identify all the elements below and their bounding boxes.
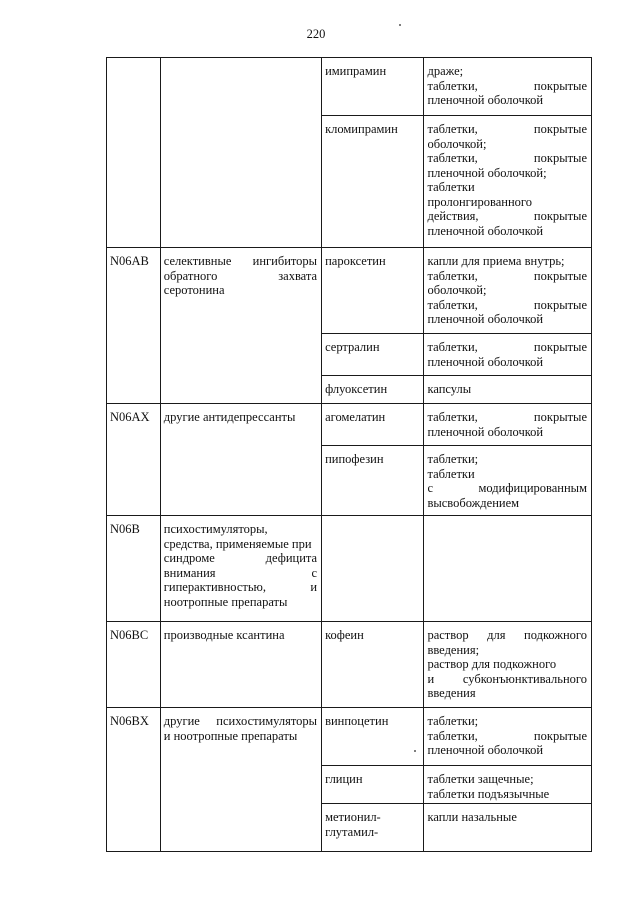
pharmacological-group-cell: [160, 404, 321, 516]
cell-line: таблетки, покрытые: [427, 410, 587, 424]
cell-line: психостимуляторы,: [163, 522, 268, 536]
cell-line: пленочной оболочкой;: [427, 165, 547, 180]
cell-line: пленочной оболочкой: [427, 424, 544, 439]
drug-name-cell: [322, 708, 424, 766]
drug-name-cell: [322, 804, 424, 852]
dosage-form-cell: [424, 334, 592, 376]
cell-line: таблетки;: [427, 714, 479, 728]
drug-classification-table: [106, 57, 592, 852]
cell-line: капли для приема внутрь;: [427, 254, 565, 268]
atc-code-cell: [107, 58, 161, 248]
cell-line: пленочной оболочкой: [427, 93, 544, 107]
cell-line: внимания с: [163, 565, 318, 580]
cell-line: оболочкой;: [427, 136, 487, 151]
cell-line: раствор для подкожного: [427, 657, 557, 671]
dosage-form-cell: [424, 708, 592, 766]
pharmacological-group-cell: [160, 248, 321, 404]
cell-line: таблетки, покрытые: [427, 297, 587, 312]
drug-name-cell: [322, 516, 424, 622]
cell-line: имипрамин: [325, 64, 387, 78]
cell-line: таблетки защечные;: [427, 772, 534, 786]
cell-line: пленочной оболочкой: [427, 223, 544, 238]
cell-line: кофеин: [325, 628, 364, 642]
cell-line: ноотропные препараты: [163, 594, 288, 609]
cell-line: агомелатин: [325, 410, 386, 424]
cell-line: средства, применяемые при: [163, 536, 312, 551]
cell-line: серотонина: [163, 283, 225, 297]
cell-line: кломипрамин: [325, 122, 398, 136]
dosage-form-cell: [424, 446, 592, 516]
drug-name-cell: [322, 376, 424, 404]
table-row: [107, 622, 592, 708]
cell-line: раствор для подкожного: [427, 628, 587, 642]
drug-name-cell: [322, 116, 424, 248]
cell-line: пленочной оболочкой: [427, 743, 544, 757]
cell-line: таблетки, покрытые: [427, 78, 587, 93]
cell-line: капсулы: [427, 382, 472, 396]
cell-line: другие антидепрессанты: [163, 410, 296, 424]
drug-name-cell: [322, 622, 424, 708]
cell-line: действия, покрытые: [427, 209, 587, 223]
dosage-form-cell: [424, 376, 592, 404]
cell-line: пипофезин: [325, 452, 384, 466]
cell-line: таблетки, покрытые: [427, 122, 587, 136]
drug-name-cell: [322, 334, 424, 376]
page-number: 220: [306, 27, 326, 41]
dosage-form-cell: [424, 116, 592, 248]
cell-line: пленочной оболочкой: [427, 354, 544, 369]
cell-line: гиперактивностью, и: [163, 580, 318, 594]
cell-line: синдроме дефицита: [163, 551, 318, 565]
dosage-form-cell: [424, 516, 592, 622]
table-row: [107, 404, 592, 446]
cell-line: высвобождением: [427, 495, 520, 510]
atc-code-cell: N06BX: [107, 708, 161, 852]
drug-name-cell: [322, 404, 424, 446]
cell-line: пленочной оболочкой: [427, 312, 544, 326]
cell-line: драже;: [427, 64, 464, 78]
pharmacological-group-cell: [160, 622, 321, 708]
dosage-form-cell: [424, 766, 592, 804]
cell-line: таблетки подъязычные: [427, 786, 550, 801]
cell-line: введения: [427, 686, 476, 700]
table-row: [107, 516, 592, 622]
atc-code-cell: N06AB: [107, 248, 161, 404]
cell-line: таблетки: [427, 180, 475, 194]
cell-line: таблетки, покрытые: [427, 340, 587, 354]
table-row: [107, 708, 592, 766]
cell-line: глицин: [325, 772, 363, 786]
cell-line: введения;: [427, 642, 480, 657]
pharmacological-group-cell: [160, 58, 321, 248]
dosage-form-cell: [424, 248, 592, 334]
pharmacological-group-cell: [160, 708, 321, 852]
table-body: [107, 58, 592, 852]
pharmacological-group-cell: [160, 516, 321, 622]
cell-line: другие психостимуляторы: [163, 714, 318, 728]
atc-code-cell: N06AX: [107, 404, 161, 516]
cell-line: с модифицированным: [427, 481, 587, 495]
cell-line: таблетки, покрытые: [427, 151, 587, 165]
table-row: [107, 248, 592, 334]
drug-name-cell: [322, 58, 424, 116]
dosage-form-cell: [424, 804, 592, 852]
dosage-form-cell: [424, 404, 592, 446]
cell-line: производные ксантина: [163, 628, 285, 642]
atc-code-cell: N06B: [107, 516, 161, 622]
dosage-form-cell: [424, 58, 592, 116]
cell-line: метионил-: [325, 810, 381, 824]
cell-line: и субконъюнктивального: [427, 671, 587, 686]
cell-line: капли назальные: [427, 810, 517, 824]
cell-line: пароксетин: [325, 254, 386, 268]
cell-line: таблетки: [427, 466, 475, 481]
cell-line: таблетки, покрытые: [427, 728, 587, 743]
cell-line: оболочкой;: [427, 283, 487, 297]
atc-code-cell: N06BC: [107, 622, 161, 708]
scan-speck: [399, 24, 401, 26]
cell-line: винпоцетин: [325, 714, 389, 728]
drug-name-cell: [322, 766, 424, 804]
table-row: [107, 58, 592, 116]
cell-line: обратного захвата: [163, 268, 318, 283]
cell-line: селективные ингибиторы: [163, 254, 318, 268]
cell-line: флуоксетин: [325, 382, 388, 396]
cell-line: и ноотропные препараты: [163, 728, 298, 743]
cell-line: таблетки;: [427, 452, 479, 466]
drug-name-cell: [322, 446, 424, 516]
cell-line: глутамил-: [325, 824, 379, 839]
dosage-form-cell: [424, 622, 592, 708]
cell-line: пролонгированного: [427, 194, 532, 209]
cell-line: сертралин: [325, 340, 380, 354]
drug-name-cell: [322, 248, 424, 334]
cell-line: таблетки, покрытые: [427, 268, 587, 283]
